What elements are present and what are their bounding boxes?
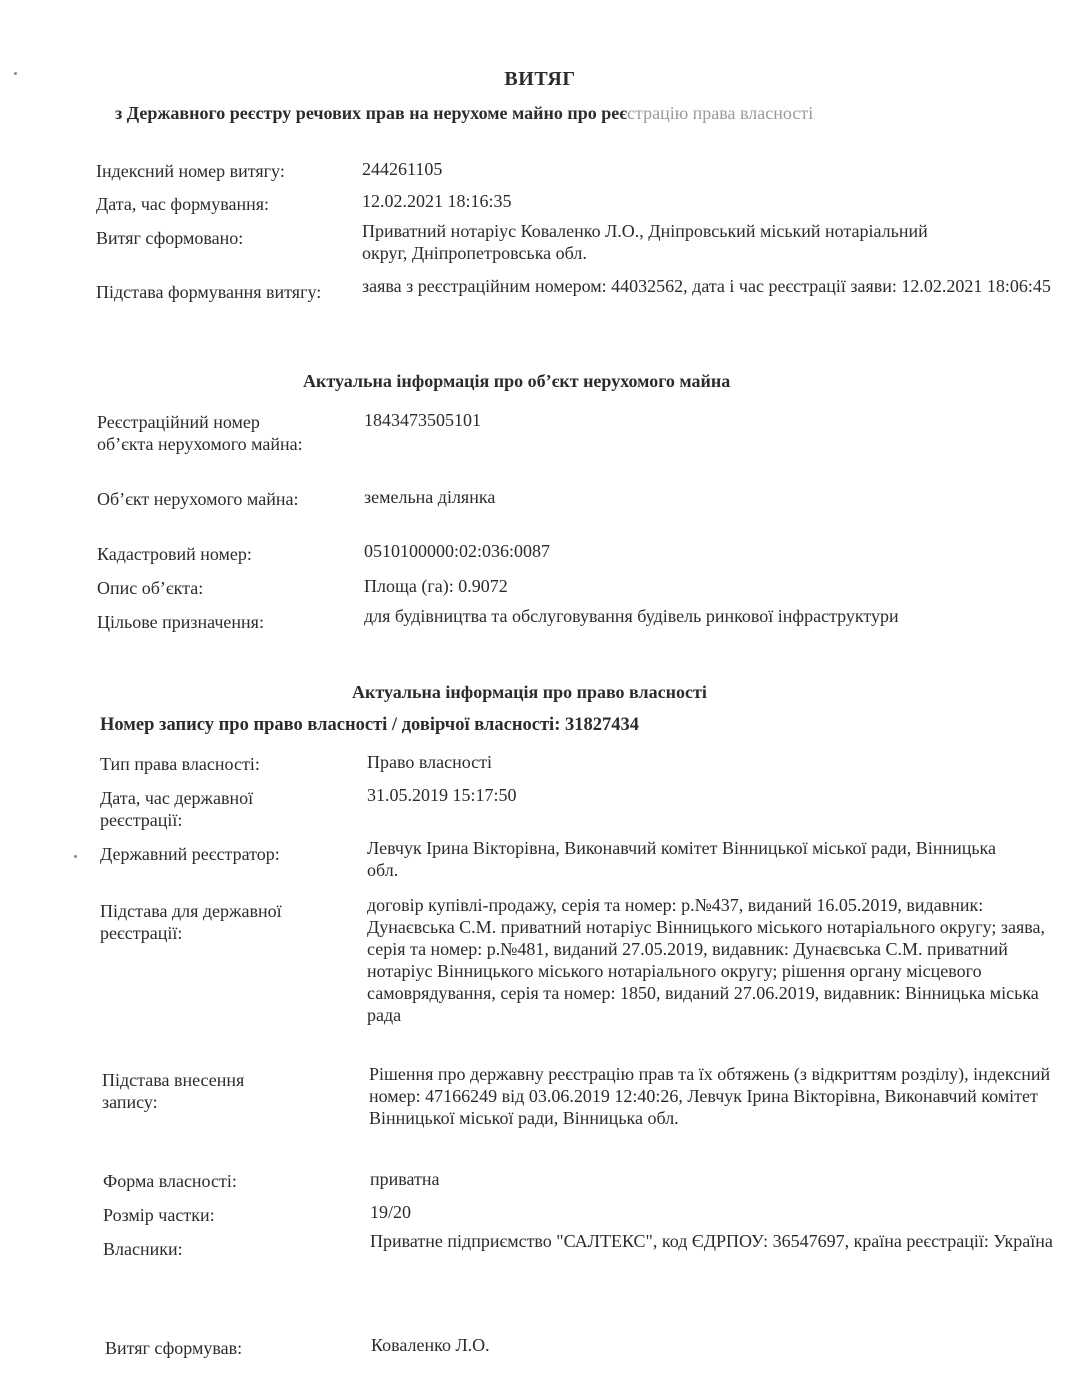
field-label-entry-basis: Підстава внесення запису:	[102, 1070, 245, 1112]
field-value-formation-basis: заява з реєстраційним номером: 44032562, дата і час реєстрації заяви: 12.02.2021 18:06:45	[362, 276, 1051, 296]
ownership-section-heading: Актуальна інформація про право власності	[352, 682, 707, 702]
field-label-registration-basis: Підстава для державної реєстрації:	[100, 901, 282, 943]
field-label-owners: Власники:	[103, 1239, 183, 1259]
field-value-ownership-form: приватна	[370, 1169, 440, 1189]
field-label-object-description: Опис об’єкта:	[97, 578, 204, 598]
field-value-registration-basis: договір купівлі-продажу, серія та номер: р.№437, виданий 16.05.2019, видавник: Дунаєвська С.М. приватний нотаріус Вінницького міського нотаріального округу; заява, серія та номер: р.№481, виданий 27.05.2019, видавник: Дунаєвська С.М. приватний нотаріус Вінницького міського нотаріального округу; рішення органу місцевого самоврядування, серія та номер: 1850, виданий 27.06.2019, видавник: Вінницька міська рада	[367, 895, 1045, 1025]
field-value-intended-purpose: для будівництва та обслуговування будівель ринкової інфраструктури	[364, 606, 899, 626]
field-value-formed-by: Приватний нотаріус Коваленко Л.О., Дніпровський міський нотаріальний округ, Дніпропетровська обл.	[362, 221, 928, 263]
field-value-ownership-type: Право власності	[367, 752, 493, 772]
field-value-formation-datetime: 12.02.2021 18:16:35	[362, 191, 512, 211]
ownership-record-heading: Номер запису про право власності / довірчої власності: 31827434	[100, 715, 639, 735]
scan-speck	[14, 72, 17, 75]
field-label-formation-basis: Підстава формування витягу:	[96, 282, 322, 302]
document-subtitle	[115, 103, 1035, 124]
field-value-owners: Приватне підприємство "САЛТЕКС", код ЄДРПОУ: 36547697, країна реєстрації: Україна	[370, 1231, 1053, 1251]
field-value-cadastral-number: 0510100000:02:036:0087	[364, 541, 551, 561]
field-label-share-size: Розмір частки:	[103, 1205, 215, 1225]
field-label-state-registrar: Державний реєстратор:	[100, 844, 280, 864]
footer-formed-by-value: Коваленко Л.О.	[371, 1335, 490, 1355]
field-value-entry-basis: Рішення про державну реєстрацію прав та їх обтяжень (з відкриттям розділу), індексний номер: 47166249 від 03.06.2019 12:40:26, Левчук Ірина Вікторівна, Виконавчий комітет Вінницької міської ради, Вінницька обл.	[369, 1064, 1051, 1128]
field-label-ownership-form: Форма власності:	[103, 1171, 237, 1191]
field-label-formation-datetime: Дата, час формування:	[96, 194, 269, 214]
subtitle-main: з Державного реєстру речових прав на нерухоме майно про реє	[115, 103, 628, 123]
scan-speck	[74, 855, 77, 858]
subtitle-faded: страцію права власності	[627, 103, 814, 123]
field-label-ownership-type: Тип права власності:	[100, 754, 260, 774]
field-value-share-size: 19/20	[370, 1202, 412, 1222]
field-value-object-type: земельна ділянка	[364, 487, 496, 507]
field-value-extract-index: 244261105	[362, 159, 443, 179]
field-label-formed-by: Витяг сформовано:	[96, 228, 244, 248]
field-value-object-reg-number: 1843473505101	[364, 410, 481, 430]
field-value-registration-datetime: 31.05.2019 15:17:50	[367, 785, 517, 805]
footer-formed-by-label: Витяг сформував:	[105, 1338, 243, 1358]
field-label-cadastral-number: Кадастровий номер:	[97, 544, 252, 564]
field-label-registration-datetime: Дата, час державної реєстрації:	[100, 788, 254, 830]
document-title: ВИТЯГ	[504, 68, 576, 90]
field-value-state-registrar: Левчук Ірина Вікторівна, Виконавчий комітет Вінницької міської ради, Вінницька обл.	[367, 838, 997, 880]
field-label-object-type: Об’єкт нерухомого майна:	[97, 489, 299, 509]
field-label-intended-purpose: Цільове призначення:	[97, 612, 264, 632]
field-value-object-description: Площа (га): 0.9072	[364, 576, 508, 596]
field-label-object-reg-number: Реєстраційний номер об’єкта нерухомого майна:	[97, 412, 303, 454]
field-label-extract-index: Індексний номер витягу:	[96, 161, 285, 181]
object-section-heading: Актуальна інформація про об’єкт нерухомого майна	[303, 371, 731, 391]
